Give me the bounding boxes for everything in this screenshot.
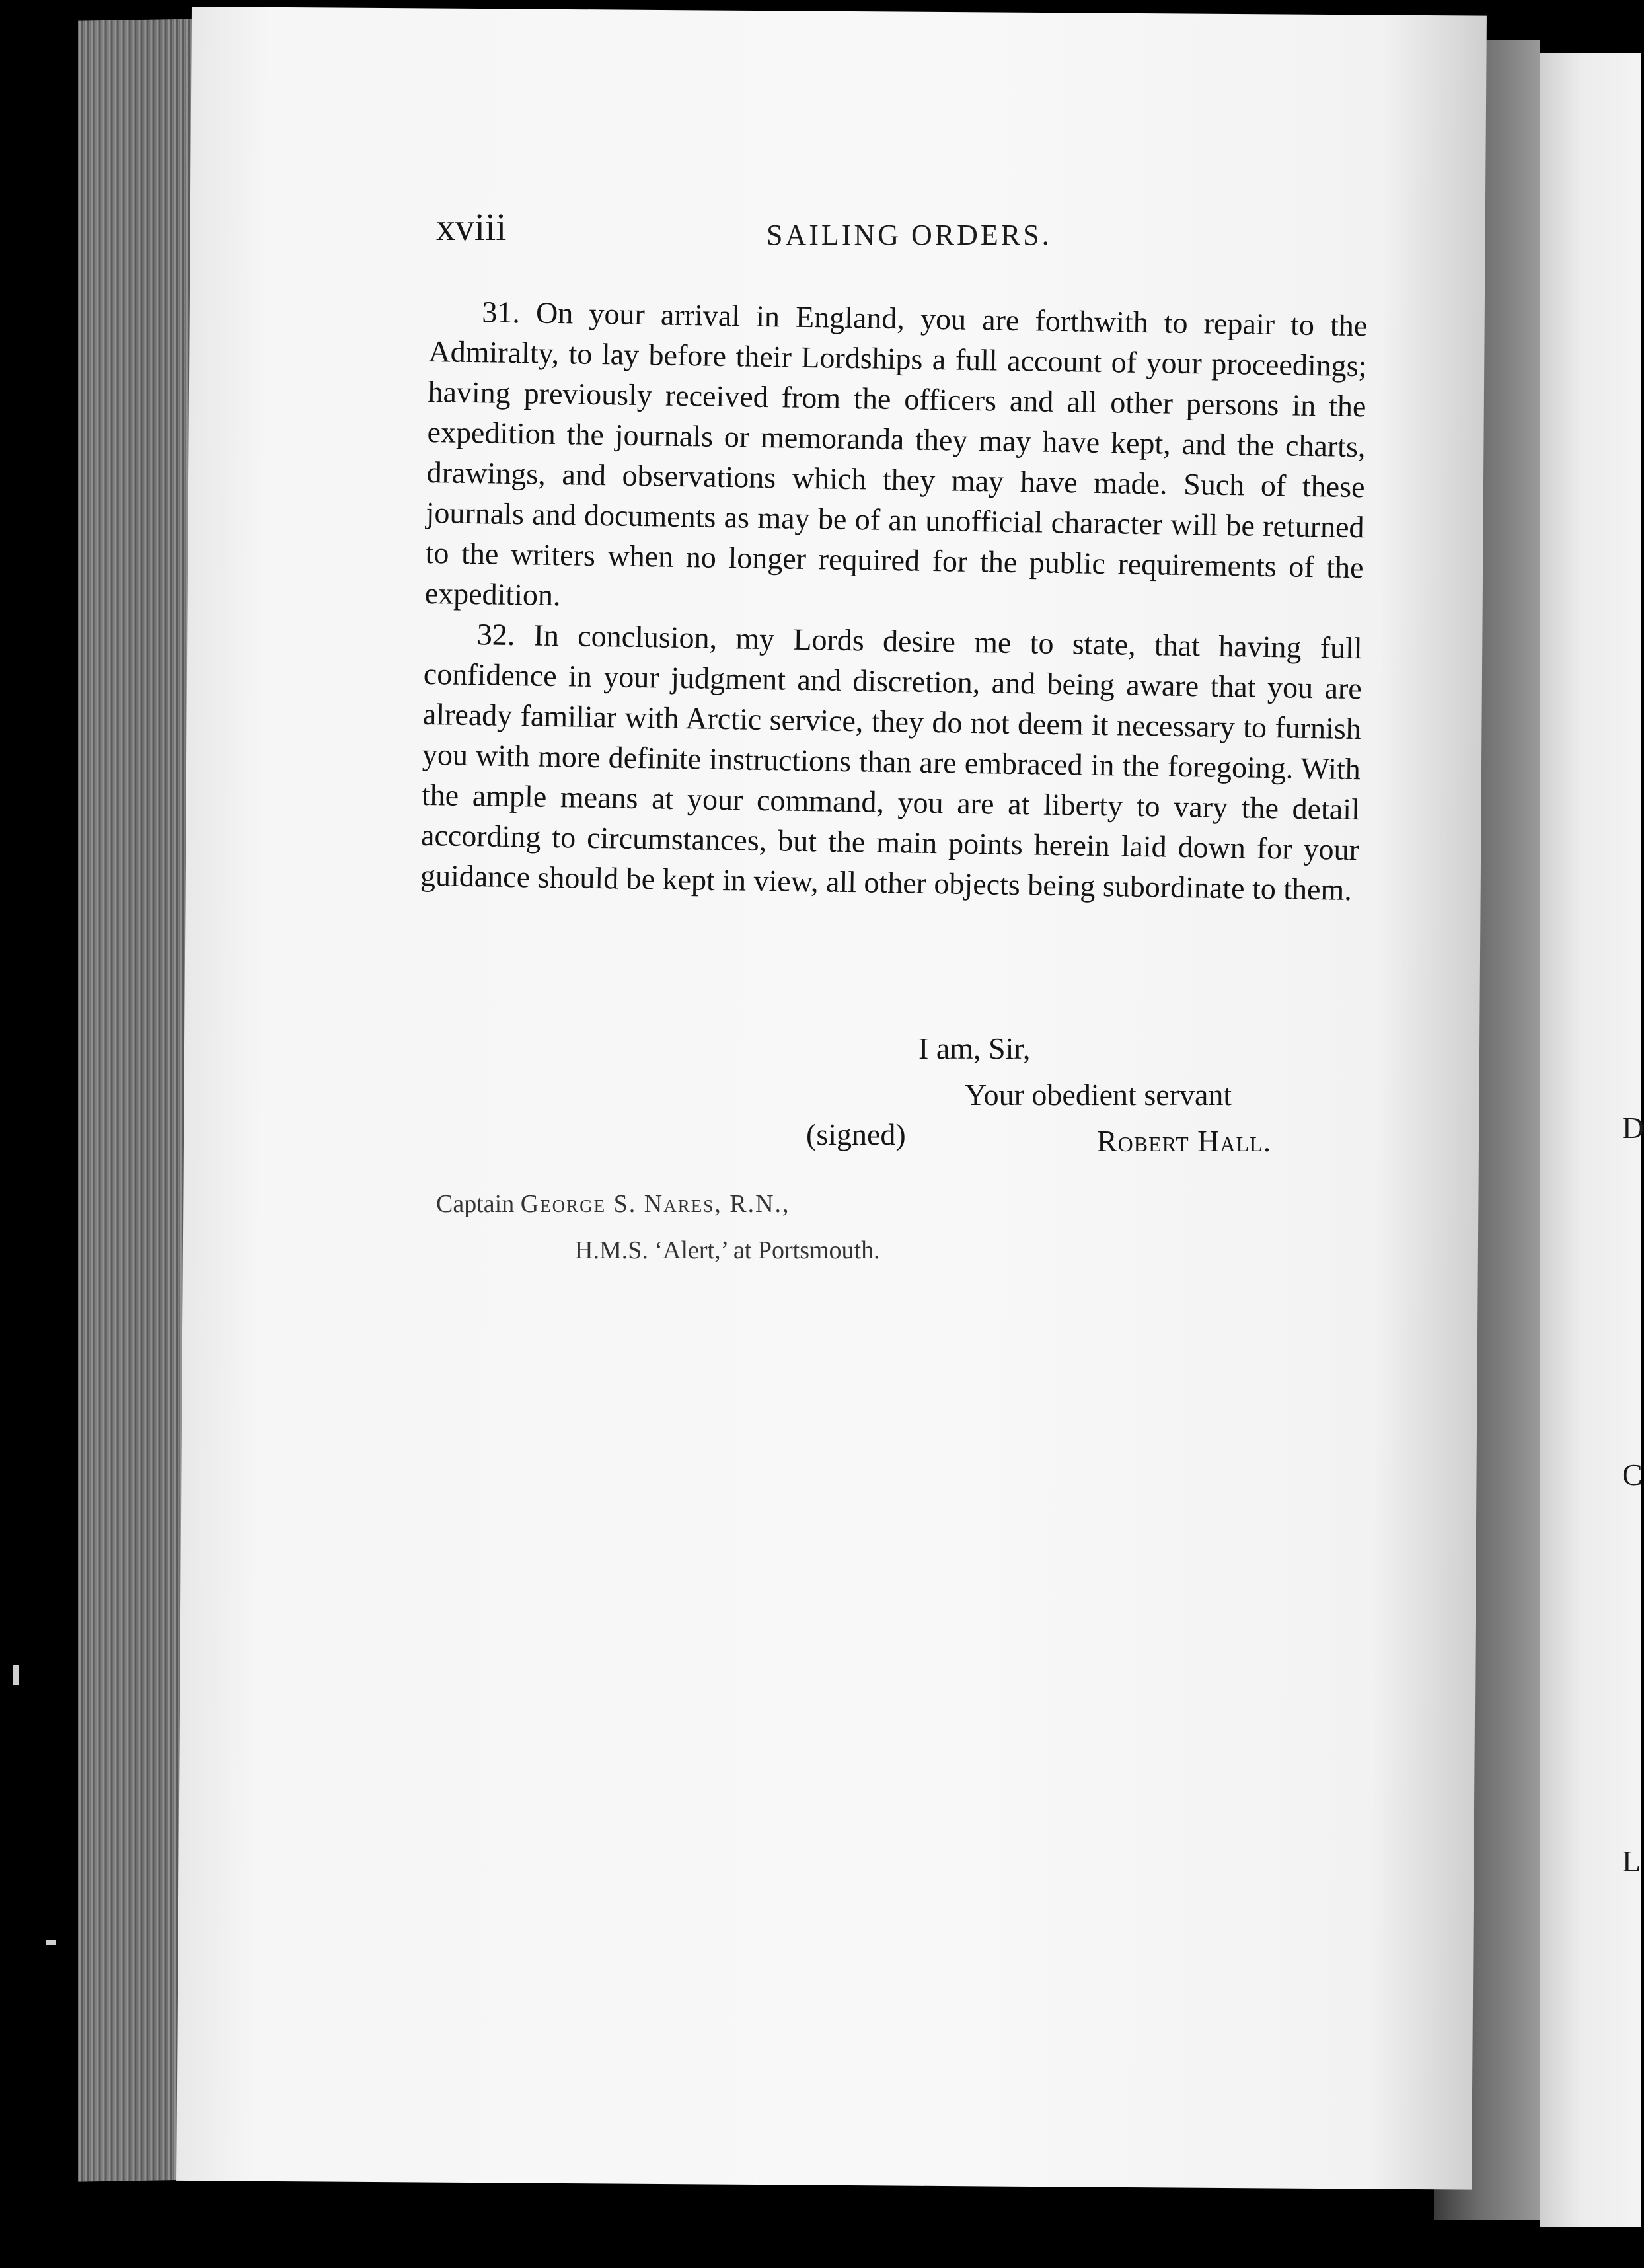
salutation: I am, Sir, xyxy=(918,1032,1031,1065)
paragraph-31: 31. On your arrival in England, you are forthwith to repair to the Admiralty, to lay before their Lordships a full account of your proceedings; having previously received from the officers and all other persons in the expedition the journals or memoranda they may have kept, and the charts, drawings, and observations which they may have made. Such of these journals and documents as may be of an unofficial character will be returned to the writers when no longer required for the public requirements of the expedition. xyxy=(424,295,1368,613)
scan-artifact xyxy=(13,1665,19,1685)
valediction: Your obedient servant xyxy=(965,1078,1232,1112)
page-number: xviii xyxy=(436,206,507,248)
body-text xyxy=(420,291,1368,910)
facing-page-letter: L xyxy=(1622,1844,1641,1878)
addressee-name: George S. Nares, R.N., xyxy=(520,1190,790,1218)
facing-page-letter: C xyxy=(1622,1458,1643,1492)
addressee-rank: Captain xyxy=(436,1190,515,1218)
signed-note: (signed) xyxy=(806,1117,906,1151)
running-title: SAILING ORDERS. xyxy=(766,219,1052,251)
paragraph-32: 32. In conclusion, my Lords desire me to state, that having full confidence in your judgment and discretion, and being aware that you are already familiar with Arctic service, they do not deem it necessary to furnish you with more definite instructions than are embraced in the foregoing. With the ample means at your command, you are at liberty to vary the detail according to circumstances, but the main points herein laid down for your guidance should be kept in view, all other objects being subordinate to them. xyxy=(420,617,1363,907)
addressee-line xyxy=(436,1190,790,1219)
facing-page-letter: D xyxy=(1622,1111,1644,1145)
addressee-ship: H.M.S. ‘Alert,’ at Portsmouth. xyxy=(575,1236,880,1264)
scan-artifact xyxy=(46,1940,56,1945)
signatory-name: Robert Hall. xyxy=(1097,1124,1272,1158)
page-header xyxy=(436,205,1361,258)
